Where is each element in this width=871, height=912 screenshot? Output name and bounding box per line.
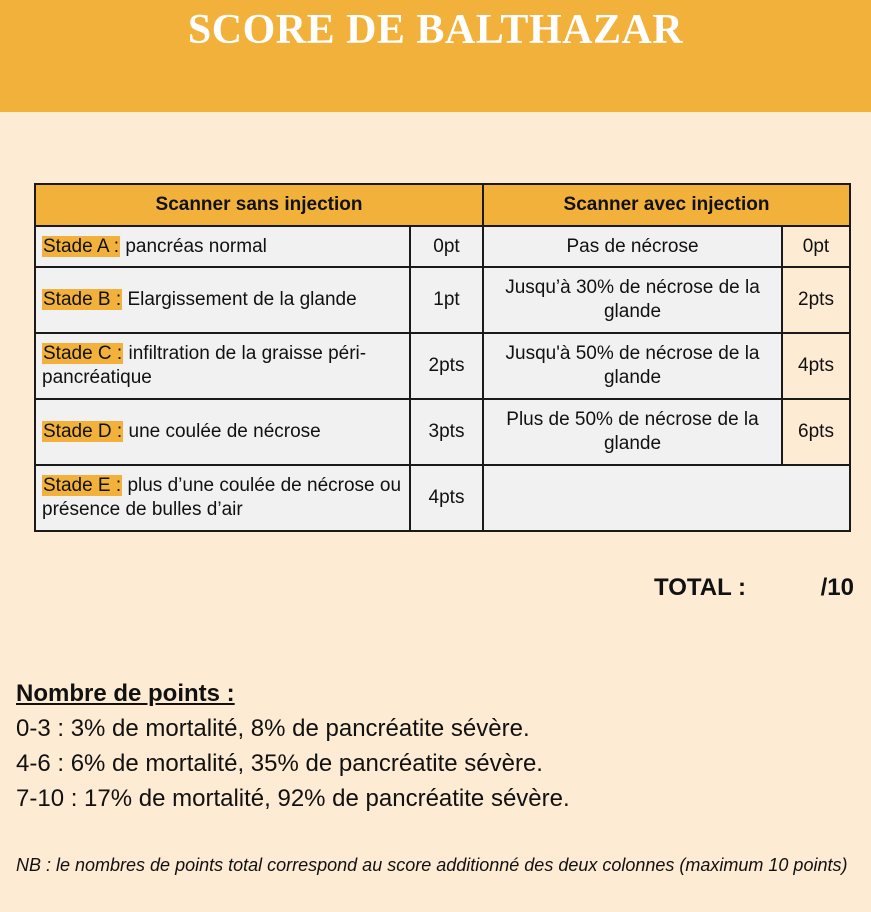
footnote: NB : le nombres de points total correspond au score additionné des deux colonnes (maximum 10 points) — [16, 855, 848, 875]
stage-a-description — [35, 226, 410, 267]
injection-level-3: Jusqu'à 50% de nécrose de la glande — [483, 333, 782, 399]
points-interpretation — [16, 676, 856, 816]
balthazar-score-table — [34, 183, 851, 532]
injection-level-2-points: 2pts — [782, 267, 850, 333]
points-line: 7-10 : 17% de mortalité, 92% de pancréatite sévère. — [16, 785, 570, 812]
stage-c-points: 2pts — [410, 333, 483, 399]
total-score — [654, 574, 854, 604]
injection-level-4-points: 6pts — [782, 399, 850, 465]
injection-level-2: Jusqu’à 30% de nécrose de la glande — [483, 267, 782, 333]
stage-text: pancréas normal — [120, 235, 267, 257]
table-row — [35, 465, 850, 531]
stage-text: plus d’une coulée de nécrose ou présence de bulles d’air — [42, 475, 402, 520]
stage-e-points: 4pts — [410, 465, 483, 531]
stage-label: Stade E : — [43, 475, 122, 496]
stage-label: Stade C : — [43, 343, 123, 364]
stage-b-points: 1pt — [410, 267, 483, 333]
header-with-injection: Scanner avec injection — [483, 184, 850, 226]
page-title: SCORE DE BALTHAZAR — [187, 7, 684, 53]
injection-level-4: Plus de 50% de nécrose de la glande — [483, 399, 782, 465]
points-line: 0-3 : 3% de mortalité, 8% de pancréatite sévère. — [16, 715, 530, 742]
injection-level-3-points: 4pts — [782, 333, 850, 399]
table-row — [35, 267, 850, 333]
stage-label: Stade A : — [43, 235, 120, 257]
stage-d-description — [35, 399, 410, 465]
table-row — [35, 399, 850, 465]
points-heading: Nombre de points : — [16, 680, 235, 707]
stage-text: infiltration de la graisse péri-pancréatique — [42, 343, 367, 388]
header-without-injection: Scanner sans injection — [35, 184, 483, 226]
table-row — [35, 333, 850, 399]
stage-d-points: 3pts — [410, 399, 483, 465]
table-header-row — [35, 184, 850, 226]
stage-label: Stade D : — [43, 421, 123, 442]
stage-label: Stade B : — [43, 289, 122, 310]
stage-a-points: 0pt — [410, 226, 483, 267]
stage-c-description — [35, 333, 410, 399]
stage-b-description — [35, 267, 410, 333]
stage-e-description — [35, 465, 410, 531]
table-row — [35, 226, 850, 267]
injection-level-1: Pas de nécrose — [483, 226, 782, 267]
injection-level-1-points: 0pt — [782, 226, 850, 267]
points-line: 4-6 : 6% de mortalité, 35% de pancréatite sévère. — [16, 750, 543, 777]
total-label: TOTAL : — [654, 574, 746, 601]
stage-text: une coulée de nécrose — [123, 421, 321, 442]
empty-cell — [483, 465, 850, 531]
total-value: /10 — [820, 574, 854, 601]
stage-text: Elargissement de la glande — [122, 289, 357, 310]
